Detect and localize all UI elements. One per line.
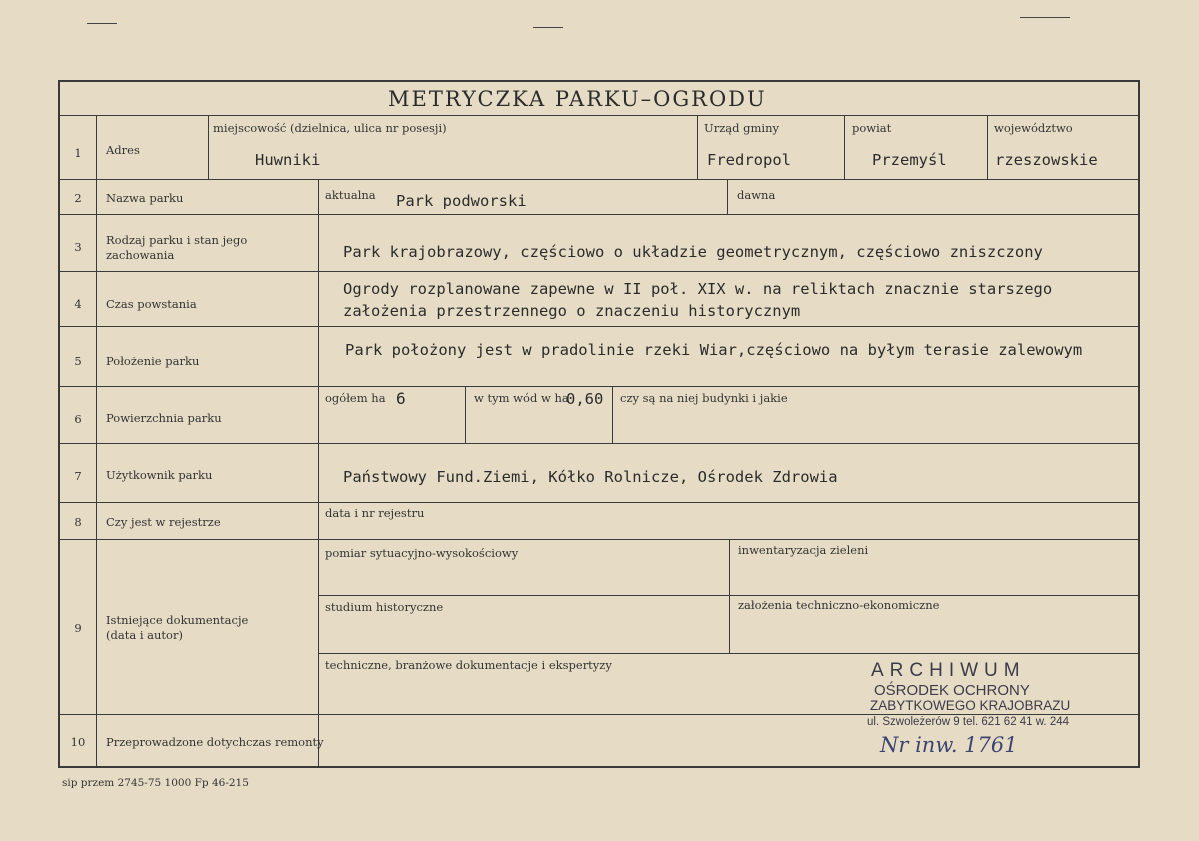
- row-number: 6: [74, 412, 82, 426]
- col-divider: [208, 115, 209, 179]
- miejscowosc-label: miejscowość (dzielnica, ulica nr posesji): [213, 121, 447, 135]
- row-label-remonty: Przeprowadzone dotychczas remonty: [106, 735, 324, 749]
- budynki-label: czy są na niej budynki i jakie: [620, 391, 788, 405]
- row-number: 10: [70, 735, 86, 749]
- studium-label: studium historyczne: [325, 600, 444, 614]
- czas-value-line2: założenia przestrzennego o znaczeniu historycznym: [343, 302, 801, 320]
- stamp-address: ul. Szwoleżerów 9 tel. 621 62 41 w. 244: [867, 716, 1070, 728]
- row-label-dokumentacje: Istniejące dokumentacje (data i autor): [106, 613, 249, 642]
- czas-value-line1: Ogrody rozplanowane zapewne w II poł. XIX w. na reliktach znacznie starszego: [343, 280, 1053, 298]
- row-divider: [60, 502, 1140, 503]
- row-divider: [318, 653, 1140, 654]
- scan-mark: [87, 23, 117, 24]
- row-number: 7: [74, 469, 82, 483]
- inwentaryzacja-label: inwentaryzacja zieleni: [738, 543, 869, 557]
- row-number: 4: [74, 297, 82, 311]
- row-number: 2: [74, 191, 82, 205]
- wod-label: w tym wód w ha: [474, 391, 569, 405]
- techniczne-label: techniczne, branżowe dokumentacje i ekspertyzy: [325, 658, 612, 672]
- urzad-gminy-label: Urząd gminy: [704, 121, 779, 135]
- row-number: 8: [74, 515, 82, 529]
- col-divider: [987, 115, 988, 179]
- stamp-osrodek: OŚRODEK OCHRONY: [874, 682, 1030, 699]
- row-divider: [60, 271, 1140, 272]
- handwritten-inventory-number: Nr inw. 1761: [880, 733, 1018, 757]
- wojewodztwo-label: województwo: [994, 121, 1073, 135]
- ogolem-label: ogółem ha: [325, 391, 386, 405]
- zalozenia-label: założenia techniczno-ekonomiczne: [738, 598, 940, 612]
- row-label-rodzaj: Rodzaj parku i stan jego zachowania: [106, 233, 248, 262]
- row-label-rejestr: Czy jest w rejestrze: [106, 515, 221, 529]
- wod-value: 0,60: [566, 390, 604, 408]
- row-divider: [60, 714, 1140, 715]
- ogolem-value: 6: [396, 389, 406, 408]
- col-divider: [844, 115, 845, 179]
- row-divider: [60, 326, 1140, 327]
- powiat-label: powiat: [852, 121, 892, 135]
- miejscowosc-value: Huwniki: [255, 151, 321, 169]
- row-divider: [60, 386, 1140, 387]
- row-number: 1: [74, 146, 82, 160]
- col-divider: [727, 179, 728, 214]
- col-divider: [729, 539, 730, 653]
- row-label-nazwa: Nazwa parku: [106, 191, 184, 205]
- row-label-adres: Adres: [106, 143, 140, 157]
- powiat-value: Przemyśl: [872, 151, 947, 169]
- dawna-label: dawna: [737, 188, 776, 202]
- row-number: 3: [74, 240, 82, 254]
- row-divider: [60, 179, 1140, 180]
- stamp-zabytkowego: ZABYTKOWEGO KRAJOBRAZU: [870, 698, 1071, 713]
- urzad-gminy-value: Fredropol: [707, 151, 791, 169]
- aktualna-value: Park podworski: [396, 192, 527, 210]
- row-divider: [60, 115, 1140, 116]
- uzytkownik-value: Państwowy Fund.Ziemi, Kółko Rolnicze, Ośrodek Zdrowia: [343, 468, 838, 486]
- polozenie-value: Park położony jest w pradolinie rzeki Wiar,częściowo na byłym terasie zalewowym: [345, 341, 1083, 359]
- col-divider: [318, 179, 319, 767]
- wojewodztwo-value: rzeszowskie: [995, 151, 1098, 169]
- row-number: 9: [74, 621, 82, 635]
- aktualna-label: aktualna: [325, 188, 376, 202]
- col-divider: [465, 386, 466, 443]
- page-title: METRYCZKA PARKU–OGRODU: [388, 87, 767, 111]
- col-divider: [612, 386, 613, 443]
- row-divider: [60, 214, 1140, 215]
- stamp-archiwum: ARCHIWUM: [871, 660, 1026, 681]
- row-label-powierzchnia: Powierzchnia parku: [106, 411, 222, 425]
- row-label-uzytkownik: Użytkownik parku: [106, 468, 213, 482]
- pomiar-label: pomiar sytuacyjno-wysokościowy: [325, 546, 519, 560]
- scan-mark: [1020, 17, 1070, 18]
- footer-print-code: sip przem 2745-75 1000 Fp 46-215: [62, 777, 249, 789]
- row-label-czas: Czas powstania: [106, 297, 197, 311]
- row-number: 5: [74, 354, 82, 368]
- rejestr-label: data i nr rejestru: [325, 506, 425, 520]
- row-label-polozenie: Położenie parku: [106, 354, 200, 368]
- scan-mark: [533, 27, 563, 28]
- row-divider: [60, 443, 1140, 444]
- col-divider: [96, 115, 97, 767]
- rodzaj-value: Park krajobrazowy, częściowo o układzie geometrycznym, częściowo zniszczony: [343, 243, 1043, 261]
- row-divider: [60, 539, 1140, 540]
- col-divider: [697, 115, 698, 179]
